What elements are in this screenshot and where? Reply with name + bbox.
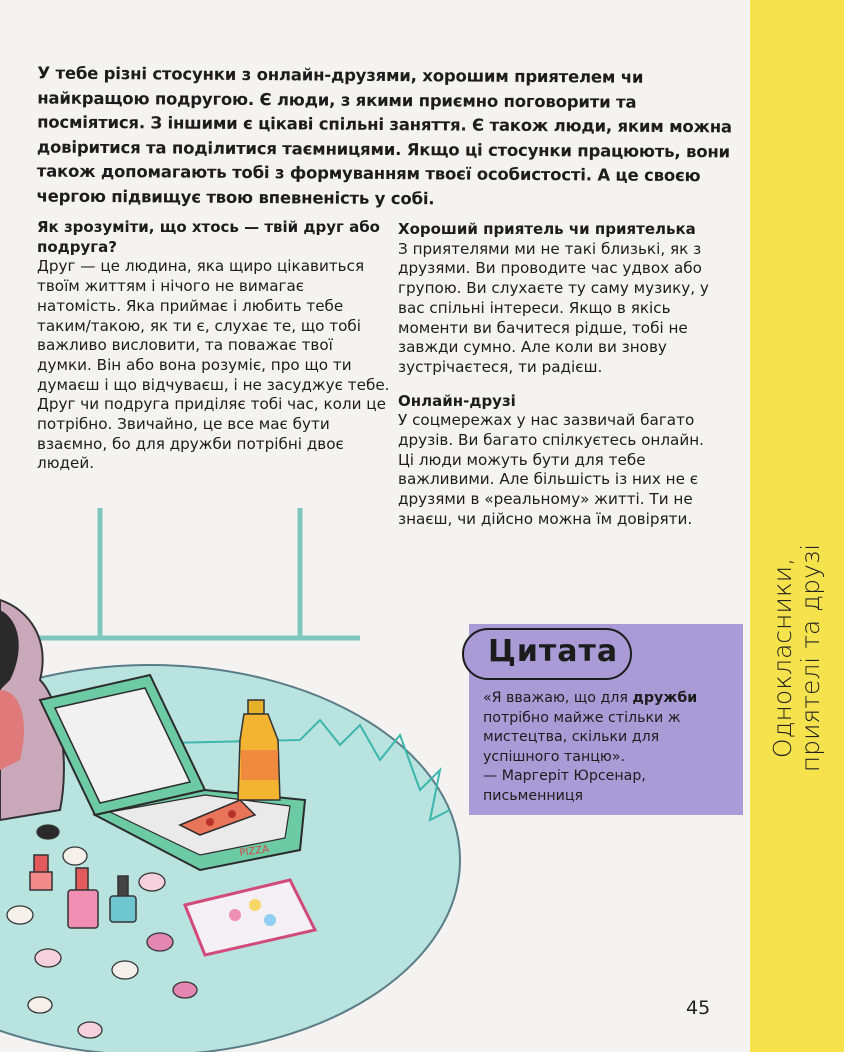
quote-label — [462, 628, 632, 680]
chapter-title-line1: Однокласники, — [768, 557, 797, 759]
friend-heading: Як зрозуміти, що хтось — твій друг або подруга? — [37, 218, 380, 256]
column-right — [398, 220, 718, 530]
online-friends-heading: Онлайн-друзі — [398, 391, 516, 410]
chapter-sidebar — [750, 0, 844, 1052]
chapter-title — [769, 544, 825, 773]
online-friends-text: У соцмережах у нас зазвичай багато друзів. Ви багато спілкуєтесь онлайн. Ці люди можуть бути для тебе важливими. Але більшість із них не є друзями в «реальному» житті. Ти не знаєш, чи дійсно можна їм довіряти. — [398, 411, 704, 528]
intro-paragraph: У тебе різні стосунки з онлайн-друзями, хорошим приятелем чи найкращою подругою. Є люди, з якими приємно поговорити та посміятися. З іншими є цікаві спільні заняття. Є також люди, яким можна довіритися та поділитися таємницями. Якщо ці стосунки працюють, вони також допомагають тобі з формуванням твоєї особистості. А це своєю чергою підвищує твою впевненість у собі. — [36, 63, 732, 209]
window-frame — [0, 508, 360, 640]
quote-author: — Маргеріт Юрсенар, письменниця — [483, 768, 646, 804]
quote-bold-word: дружби — [632, 690, 698, 706]
quote-label-text: Цитата — [488, 634, 619, 669]
pizza-box-label: PIZZA — [238, 843, 270, 859]
quote-after: потрібно майже стільки ж мистецтва, скільки для успішного танцю». — [483, 709, 681, 765]
page-number: 45 — [686, 997, 711, 1019]
quote-text — [483, 689, 735, 806]
quote-before: «Я вважаю, що для — [483, 690, 633, 706]
friend-text: Друг — це людина, яка щиро цікавиться твоїм життям і нічого не вимагає натомість. Яка приймає і любить тебе таким/такою, як ти є, слухає те, що тобі важливо висловити, та поважає твої думки. Він або вона розуміє, про що ти думаєш і що відчуваєш, і не засуджує тебе. Друг чи подруга приділяє тобі час, коли це потрібно. Звичайно, це все має бути взаємно, бо для дружби потрібні двоє людей. — [37, 257, 390, 473]
chapter-title-line2: приятелі та друзі — [796, 543, 825, 773]
buddy-heading: Хороший приятель чи приятелька — [398, 220, 696, 238]
buddy-text: З приятелями ми не такі близькі, як з друзями. Ви проводите час удвох або групою. Ви слухаєте ту саму музику, у вас спільні інтереси. Якщо в якісь моменти ви бачитеся рідше, тобі не завжди сумно. Але коли ви знову зустрічаєтеся, ти радієш. — [398, 239, 709, 376]
column-left — [37, 218, 392, 474]
